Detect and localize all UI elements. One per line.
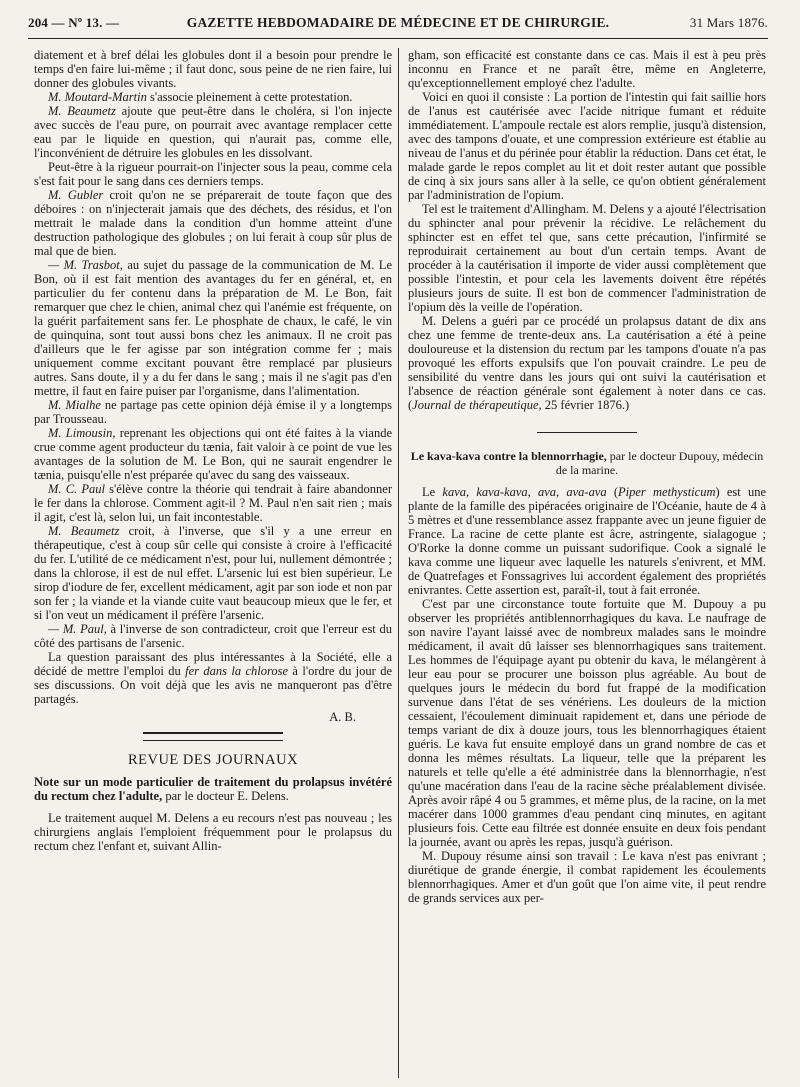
speaker-name: M. Limousin, — [48, 426, 116, 440]
speaker-name: — M. Trasbot, — [48, 258, 123, 272]
article-title: Note sur un mode particulier de traitement du prolapsus invétéré du rectum chez l'adulte, par le docteur E. Delens. — [34, 775, 392, 803]
journal-title: GAZETTE HEBDOMADAIRE DE MÉDECINE ET DE CHIRURGIE. — [186, 15, 610, 30]
paragraph: Le traitement auquel M. Delens a eu recours n'est pas nouveau ; les chirurgiens anglais l'emploient fréquemment pour le prolapsus du rectum chez l'enfant et, suivant Allin- — [34, 811, 392, 853]
left-column — [34, 48, 392, 1080]
paragraph: C'est par une circonstance toute fortuite que M. Dupouy a pu observer les propriétés antiblennorrhagiques du kava. Le naufrage de son navire l'ayant laissé avec de nombreux malades sans le moindre médicament, il avait dû laisser ses blennorrhagiques sans traitement. Les hommes de l'équipage ayant pu obtenir du kava, le mélangèrent à leur eau pour se procurer une boisson plus agréable. Au bout de quelques jours le médecin du bord fut frappé de la modification survenue dans l'état de ses vénériens. Les douleurs de la miction cessaient, l'écoulement diminuait rapidement et, dans une période de temps variant de dix à douze jours, tous les blennorrhagiques étaient guéris. Le kava fut ensuite employé dans un grand nombre de cas et donna les mêmes résultats. La liqueur, telle que la préparent les naturels et telle qu'elle a été administrée dans la blennorrhagie, n'est qu'une macération dans l'eau de la racine sèche préalablement divisée. Après avoir râpé 4 ou 5 grammes, et même plus, de la racine, on la met macérer dans 1000 grammes d'eau pendant cinq minutes, en agitant plusieurs fois. Cette eau filtrée est donnée ensuite en deux fois pendant la journée, avant ou après les repas, jusqu'à guérison. — [408, 597, 766, 849]
signature: A. B. — [329, 710, 356, 724]
paragraph: gham, son efficacité est constante dans ce cas. Mais il est à peu près inconnu en France et ne paraît être, même en Angleterre, qu'exceptionnellement employé chez l'adulte. — [408, 48, 766, 90]
speaker-name: M. Gubler — [48, 188, 104, 202]
paragraph: M. Beaumetz ajoute que peut-être dans le choléra, si l'on injecte avec succès de l'eau pure, on pourrait avec avantage remplacer cette eau par le liquide en question, qui n'aurait pas, comme elle, l'inconvénient de détruire les globules en les dissolvant. — [34, 104, 392, 160]
paragraph: — M. Trasbot, au sujet du passage de la communication de M. Le Bon, où il est fait mention des avantages du fer en général, et, en particulier du fer contenu dans la préparation de M. Le Bon, fait remarquer que chez le chien, animal chez qui l'anémie est fréquente, on la guérit parfaitement sans fer. Le phosphate de chaux, le café, le vin de quinquina, sont tout aussi bons chez les animaux. Il ne croit pas d'ailleurs que le fer agisse par son intégration comme fer ; mais uniquement comme excitant pouvant être remplacé par plusieurs autres. Sans doute, il y a du fer dans le sang ; mais il ne s'agit pas d'en mettre, il faut en faire puiser par l'organisme, dans l'alimentation. — [34, 258, 392, 398]
article-title: Le kava-kava contre la blennorrhagie, par le docteur Dupouy, médecin de la marine. — [410, 449, 764, 477]
speaker-name: M. Moutard-Martin — [48, 90, 147, 104]
speaker-name: M. C. Paul — [48, 482, 105, 496]
paragraph: M. Gubler croit qu'on ne se préparerait de toute façon que des déboires : on n'injecterait jamais que des déchets, des résidus, et l'on mettrait le malade dans la condition d'un homme atteint d'une destruction pathologique des globules ; on lui ferait à coup sûr plus de mal que de bien. — [34, 188, 392, 258]
paragraph: M. Mialhe ne partage pas cette opinion déjà émise il y a longtemps par Trousseau. — [34, 398, 392, 426]
speaker-name: — M. Paul, — [48, 622, 107, 636]
column-divider — [398, 48, 399, 1078]
paragraph: La question paraissant des plus intéressantes à la Société, elle a décidé de mettre l'emploi du fer dans la chlorose à l'ordre du jour de ses discussions. On voit déjà que les avis ne manqueront pas d'être partagés. — [34, 650, 392, 706]
paragraph: M. Moutard-Martin s'associe pleinement à cette protestation. — [48, 90, 353, 104]
right-column — [408, 48, 766, 1080]
section-title: REVUE DES JOURNAUX — [127, 752, 299, 768]
paragraph: — M. Paul, à l'inverse de son contradicteur, croit que l'erreur est du côté des partisans de l'arsenic. — [34, 622, 392, 650]
paragraph: Tel est le traitement d'Allingham. M. Delens y a ajouté l'électrisation du sphincter anal pour prévenir la récidive. Le relâchement du sphincter est en effet tel que, sans cette précaution, l'infirmité se reproduirait certainement au bout d'un certain temps. Avant de procéder à la cautérisation il importe de vider aussi complètement que possible l'intestin, et pour cela les lavements doivent être répétés plusieurs jours de suite. Il est bon de commencer l'administration de l'opium dès la veille de l'opération. — [408, 202, 766, 314]
paragraph: M. Delens a guéri par ce procédé un prolapsus datant de dix ans chez une femme de trente-deux ans. La cautérisation a été à peine douloureuse et la distension du rectum par les tampons d'ouate n'a pas provoqué les efforts expulsifs que l'on pouvait craindre. Le peu de sensibilité du ventre dans les jours qui ont suivi la cautérisation et l'absence de réaction générale sont également à noter dans ce cas. (Journal de thérapeutique, 25 février 1876.) — [408, 314, 766, 412]
article-separator — [537, 432, 637, 433]
speaker-name: M. Mialhe — [48, 398, 101, 412]
paragraph: Peut-être à la rigueur pourrait-on l'injecter sous la peau, comme cela s'est fait pour le sang dans ces derniers temps. — [34, 160, 392, 188]
paragraph: Le kava, kava-kava, ava, ava-ava (Piper methysticum) est une plante de la famille des pipéracées originaire de l'Océanie, haute de 4 à 5 mètres et d'une ressemblance assez frappante avec un jeune figuier de France. La racine de cette plante est âcre, astringente, sialagogue ; O'Rorke la donne comme un puissant sudorifique. Cook a signalé le kava comme une liqueur avec laquelle les naturels s'enivrent, et MM. de Quatrefages et Fonssagrives lui accordent également des propriétés enivrantes. Cette assertion est, paraît-il, tout à fait erronée. — [408, 485, 766, 597]
paragraph: M. Dupouy résume ainsi son travail : Le kava n'est pas enivrant ; diurétique de grande énergie, il combat rapidement les écoulements blennorrhagiques. Amer et d'un goût que l'on aime vite, il peut rendre de grands services aux per- — [408, 849, 766, 905]
paragraph: diatement et à bref délai les globules dont il a besoin pour prendre le temps d'en faire lui-même ; il faut donc, sous peine de ne rien faire, lui donner des globules vivants. — [34, 48, 392, 90]
page-number: 204 — Nº 13. — — [28, 15, 120, 30]
speaker-name: M. Beaumetz — [48, 524, 120, 538]
paragraph: M. Limousin, reprenant les objections qui ont été faites à la viande crue comme agent producteur du tænia, fait valoir à ce point de vue les avantages de la solution de M. Le Bon, qui ne saurait engendrer le tænia, puisqu'elle n'est préparée qu'avec du sang des vaisseaux. — [34, 426, 392, 482]
paragraph: Voici en quoi il consiste : La portion de l'intestin qui fait saillie hors de l'anus est cautérisée avec l'acide nitrique fumant et réduite immédiatement. L'ampoule rectale est alors remplie, jusqu'à distension, avec des tampons d'ouate, et une compression extérieure est établie au niveau de l'anus et du périnée pour établir la réduction. Dans cet état, le malade garde le repos complet au lit et doit rester autant que possible de cinq à six jours sans aller à la selle, ce qu'on obtient généralement par l'administration de l'opium. — [408, 90, 766, 202]
running-header — [28, 8, 768, 39]
paragraph: M. Beaumetz croit, à l'inverse, que s'il y a une erreur en thérapeutique, c'est à coup sûr celle qui consiste à croire à l'efficacité du fer. L'utilité de ce médicament n'est, pour lui, nullement démontrée ; dans la chlorose, il est de nul effet. L'arsenic lui est bien supérieur. Le sirop d'iodure de fer, excellent médicament, agit par son iode et non par son fer ; la viande et la viande cuite vaut beaucoup mieux que le fer, et si l'on veut un médicament il préfère l'arsenic. — [34, 524, 392, 622]
paragraph: M. C. Paul s'élève contre la théorie qui tendrait à faire abandonner le fer dans la chlorose. Comment agit-il ? M. Paul n'en sait rien ; mais il agit, c'est là, selon lui, un fait incontestable. — [34, 482, 392, 524]
decorative-rule — [143, 732, 283, 741]
issue-date: 31 Mars 1876. — [689, 15, 768, 30]
speaker-name: M. Beaumetz — [48, 104, 116, 118]
